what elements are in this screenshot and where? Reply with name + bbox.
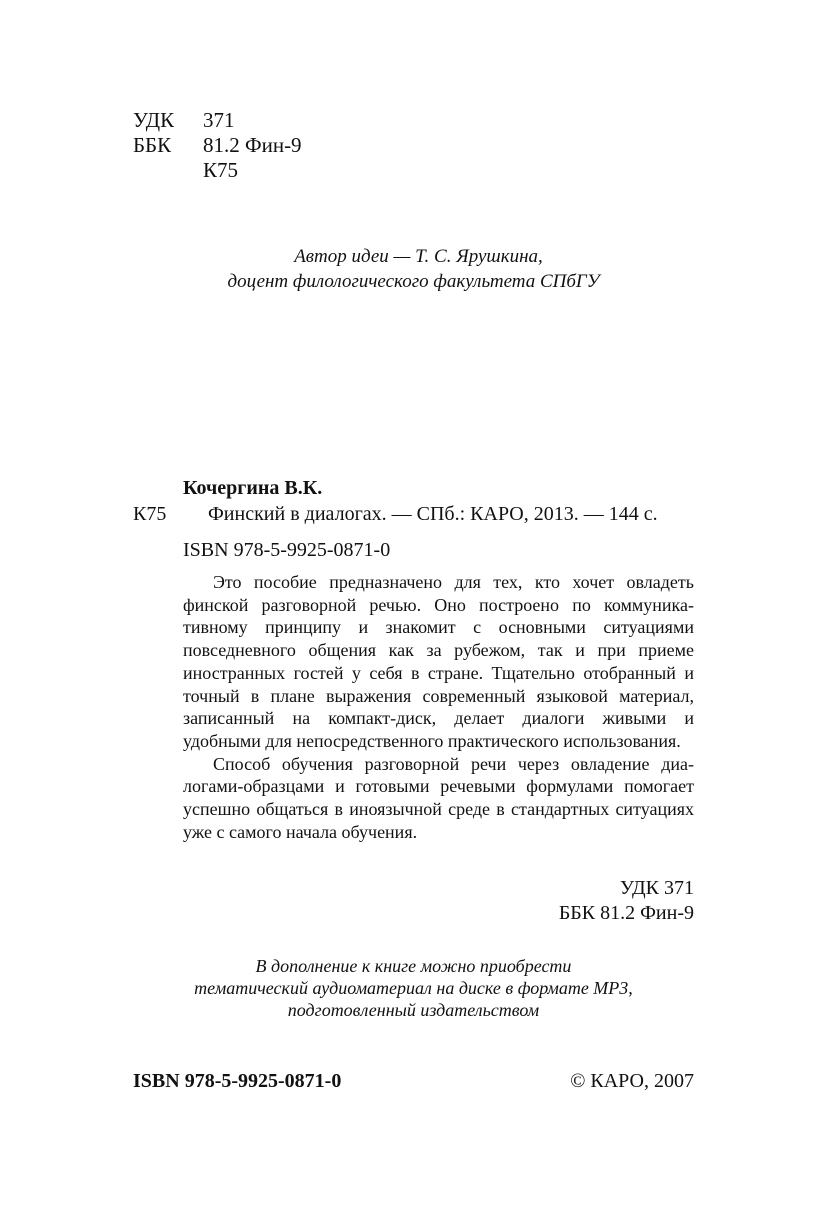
idea-credit-line-1: Автор идеи — Т. С. Ярушкина, bbox=[294, 246, 543, 267]
abstract-paragraph-1: Это пособие предназначено для тех, кто хочет овладеть финской разговорной речью. Оно построено по коммуникативному принципу и знакомит с основными ситуациями повседневного общения как за рубежом, так и при приеме иностранных гостей у себя в стране. Тщательно отобранный и точный в плане выражения современный языковой материал, записанный на компакт-диск, делает диалоги живыми и удобными для непосредственного практического использования. bbox=[183, 572, 694, 751]
abstract bbox=[183, 571, 694, 843]
udk-value: 371 bbox=[203, 108, 235, 132]
author-mark: К75 bbox=[203, 158, 239, 182]
bbk-value: 81.2 Фин-9 bbox=[203, 133, 302, 157]
footer-copyright: © КАРО, 2007 bbox=[570, 1070, 694, 1092]
udk-row bbox=[133, 108, 302, 133]
footer-isbn: ISBN 978-5-9925-0871-0 bbox=[133, 1070, 342, 1092]
bbk-label: ББК bbox=[133, 133, 172, 157]
bibliographic-title-line: Финский в диалогах. — СПб.: КАРО, 2013. — 144 с. bbox=[208, 503, 658, 525]
udk-label: УДК bbox=[133, 108, 175, 132]
bibliographic-author: Кочергина В.К. bbox=[183, 477, 323, 499]
idea-credit bbox=[0, 244, 827, 294]
addendum-line-3: подготовленный издательством bbox=[287, 1000, 540, 1020]
bbk-bottom: ББК 81.2 Фин-9 bbox=[558, 902, 694, 924]
addendum-note bbox=[0, 955, 827, 1021]
classification-codes bbox=[133, 108, 302, 183]
bibliographic-author-mark: К75 bbox=[133, 503, 167, 525]
classification-bottom bbox=[440, 876, 694, 926]
abstract-paragraph-2: Способ обучения разговорной речи через овладение диалогами-образцами и готовыми речевыми формулами помогает успешно общаться в иноязычной среде в стандартных ситуациях уже с самого начала обучения. bbox=[183, 753, 694, 842]
udk-bottom: УДК 371 bbox=[619, 877, 694, 899]
bbk-row bbox=[133, 133, 302, 158]
author-mark-row bbox=[133, 158, 302, 183]
bibliographic-isbn: ISBN 978-5-9925-0871-0 bbox=[183, 539, 391, 561]
idea-credit-line-2: доцент филологического факультета СПбГУ bbox=[227, 271, 600, 292]
addendum-line-2: тематический аудиоматериал на диске в формате MP3, bbox=[194, 978, 633, 998]
addendum-line-1: В дополнение к книге можно приобрести bbox=[255, 956, 572, 976]
